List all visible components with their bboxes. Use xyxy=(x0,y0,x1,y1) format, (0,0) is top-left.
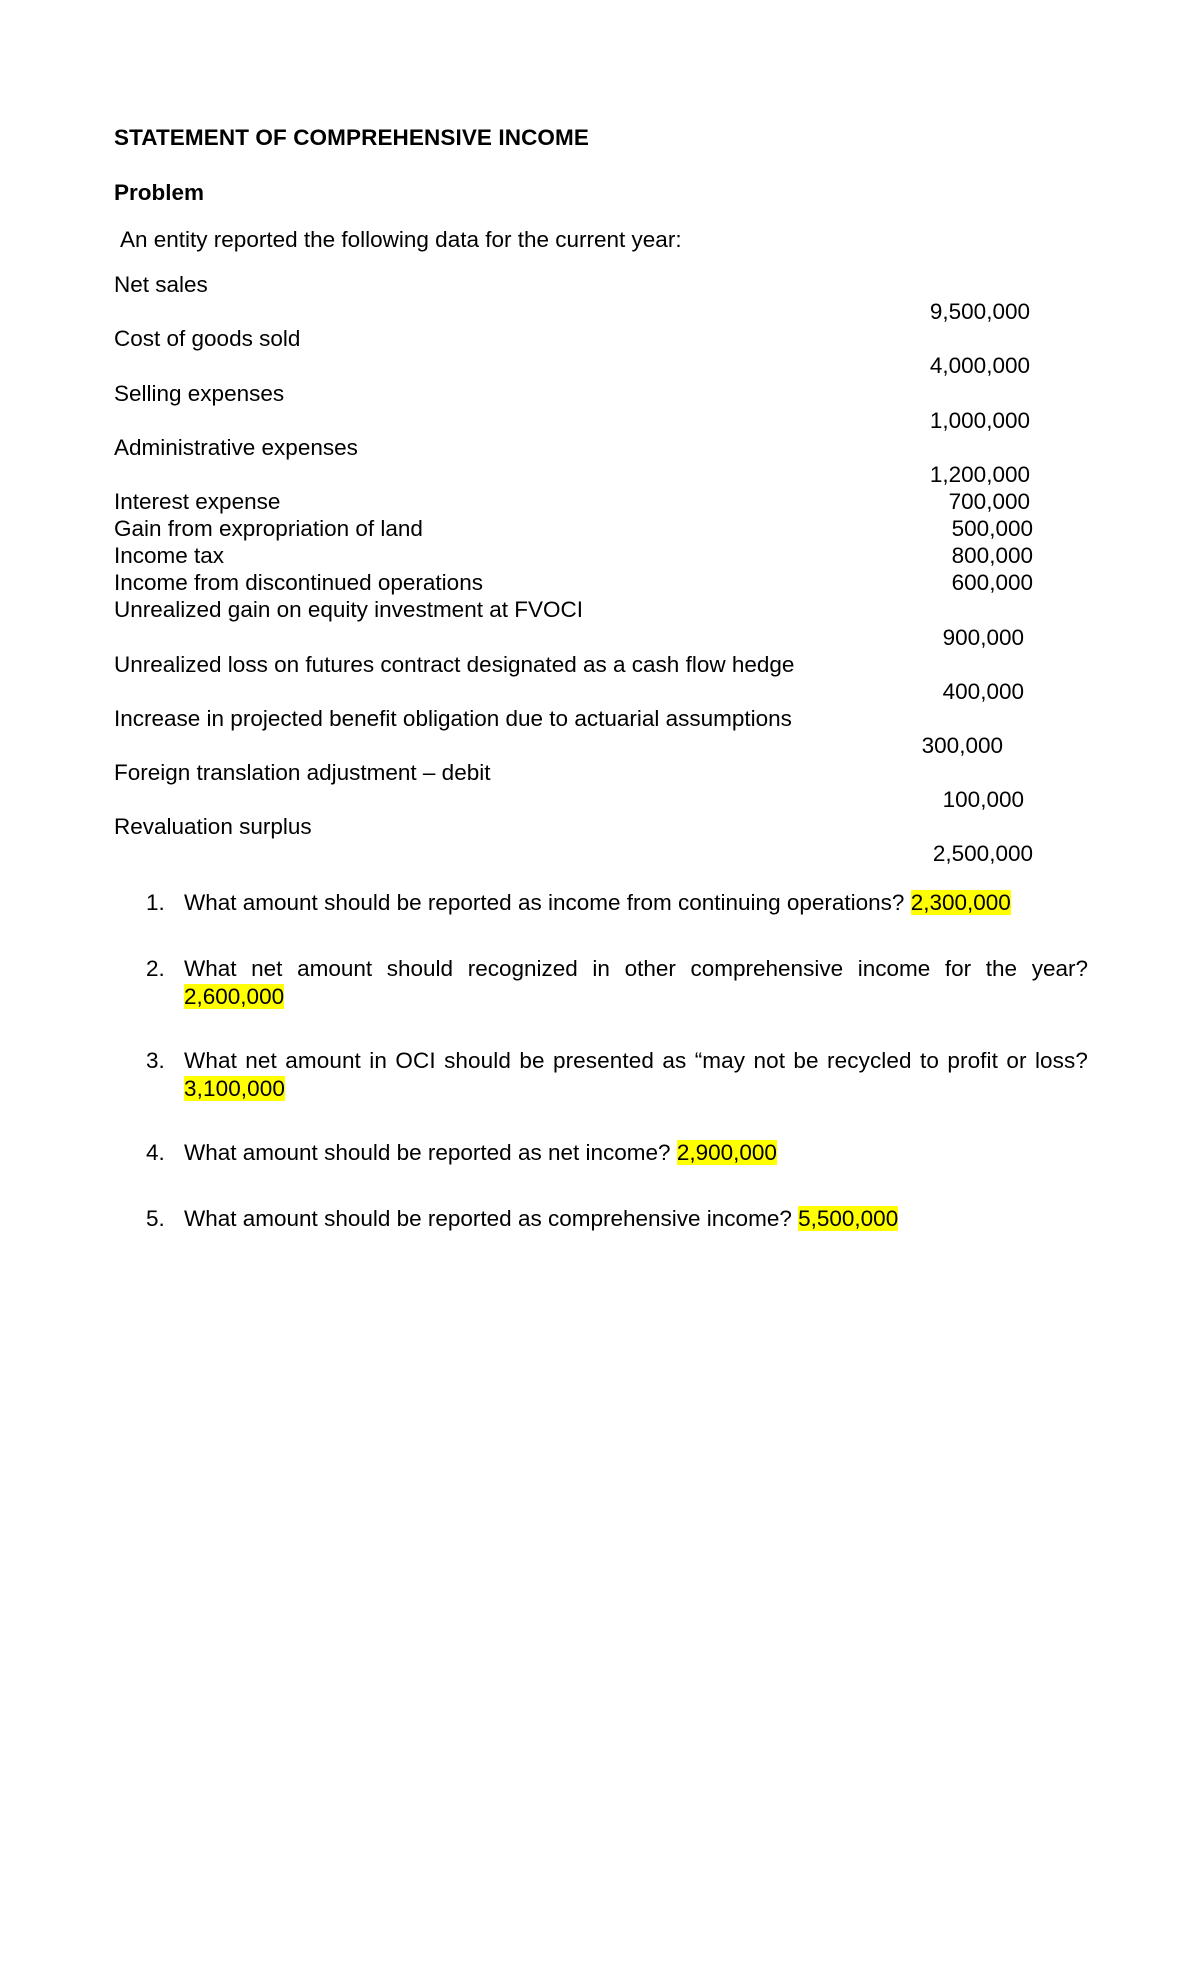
item-label: Income tax xyxy=(114,543,225,568)
item-label: Selling expenses xyxy=(114,381,285,406)
problem-intro: An entity reported the following data for the current year: xyxy=(120,227,682,252)
item-label: Income from discontinued operations xyxy=(114,570,483,595)
item-amount: 900,000 xyxy=(942,625,1024,650)
item-label: Cost of goods sold xyxy=(114,326,301,351)
item-amount: 4,000,000 xyxy=(929,353,1030,378)
item-amount: 500,000 xyxy=(951,516,1033,541)
item-label: Net sales xyxy=(114,272,208,297)
question-text: What amount should be reported as net income? xyxy=(184,1140,671,1165)
question-text: What net amount in OCI should be presented as “may not be recycled to profit or loss? xyxy=(184,1048,1088,1073)
question-text: What amount should be reported as income from continuing operations? xyxy=(184,890,905,915)
item-label: Gain from expropriation of land xyxy=(114,516,423,541)
question-number: 4. xyxy=(146,1140,165,1165)
item-label: Interest expense xyxy=(114,489,281,514)
question-number: 2. xyxy=(146,956,165,981)
question-item xyxy=(184,889,1088,917)
item-amount: 400,000 xyxy=(942,679,1024,704)
question-item xyxy=(184,955,1088,1010)
answer-highlight: 2,600,000 xyxy=(184,983,285,1009)
item-amount: 700,000 xyxy=(948,489,1030,514)
problem-heading: Problem xyxy=(114,180,205,205)
answer-highlight: 2,300,000 xyxy=(910,890,1011,915)
item-label: Foreign translation adjustment – debit xyxy=(114,760,491,785)
question-number: 3. xyxy=(146,1048,165,1073)
answer-highlight: 5,500,000 xyxy=(798,1206,899,1231)
item-label: Unrealized loss on futures contract designated as a cash flow hedge xyxy=(114,652,795,677)
answer-highlight: 2,900,000 xyxy=(676,1140,777,1165)
item-amount: 300,000 xyxy=(921,733,1003,758)
item-amount: 800,000 xyxy=(951,543,1033,568)
question-number: 5. xyxy=(146,1206,165,1231)
item-label: Revaluation surplus xyxy=(114,814,312,839)
item-amount: 600,000 xyxy=(951,570,1033,595)
question-text: What amount should be reported as comprehensive income? xyxy=(184,1206,792,1231)
item-amount: 1,000,000 xyxy=(929,408,1030,433)
item-label: Administrative expenses xyxy=(114,435,358,460)
item-amount: 9,500,000 xyxy=(929,299,1030,324)
item-amount: 1,200,000 xyxy=(929,462,1030,487)
item-amount: 100,000 xyxy=(942,787,1024,812)
question-number: 1. xyxy=(146,890,165,915)
document-title: STATEMENT OF COMPREHENSIVE INCOME xyxy=(114,125,589,150)
item-label: Increase in projected benefit obligation due to actuarial assumptions xyxy=(114,706,792,731)
item-amount: 2,500,000 xyxy=(932,841,1033,866)
question-item xyxy=(184,1205,1088,1233)
item-label: Unrealized gain on equity investment at FVOCI xyxy=(114,597,583,622)
question-item xyxy=(184,1047,1088,1102)
question-item xyxy=(184,1139,1088,1167)
question-text: What net amount should recognized in other comprehensive income for the year? xyxy=(184,956,1088,981)
answer-highlight: 3,100,000 xyxy=(184,1075,285,1101)
